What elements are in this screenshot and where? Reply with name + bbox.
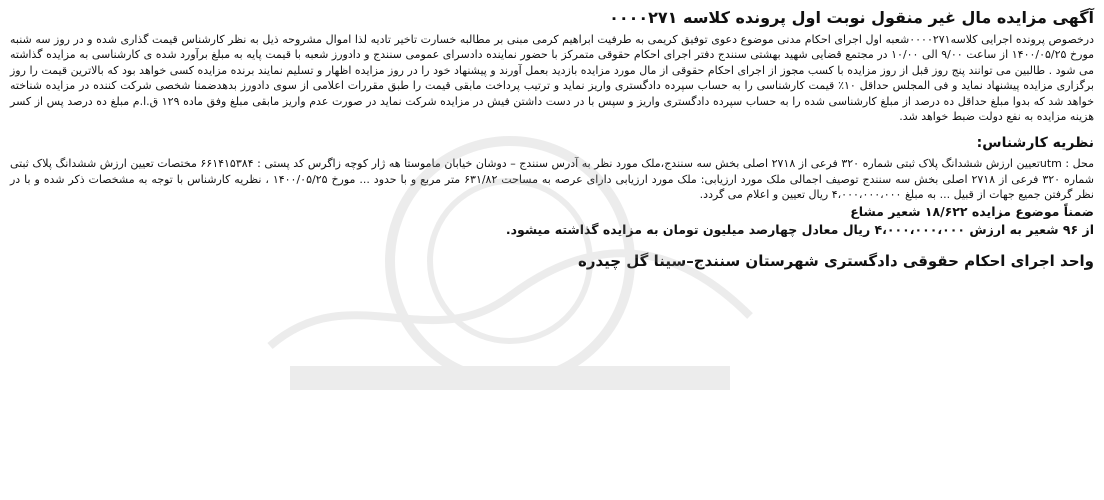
notice-title: آگهی مزایده مال غیر منقول نوبت اول پرونده کلاسه ۰۰۰۰۲۷۱ bbox=[609, 8, 1094, 27]
notice-footer: واحد اجرای احکام حقوقی دادگستری شهرستان سنندج–سینا گل چیدره bbox=[577, 251, 1094, 270]
auction-bold-line-1: از ۹۶ شعیر به ارزش ۴،۰۰۰،۰۰۰،۰۰۰ ریال معادل چهارصد میلیون تومان به مزایده گذاشته میشود. bbox=[505, 221, 1094, 237]
auction-bold-line-2: ضمناً موضوع مزایده ۱۸/۶۲۲ شعیر مشاع bbox=[850, 203, 1094, 219]
section-heading: نظریه کارشناس: bbox=[976, 135, 1094, 152]
notice-paragraph-1: درخصوص پرونده اجرایی کلاسه۰۰۰۰۲۷۱شعبه اول اجرای احکام مدنی موضوع دعوی توفیق کریمی به طرفیت ابراهیم کرمی مبنی بر مطالبه خسارت تاخیر تادیه لذا اموال مشروحه ذیل به نظر کارشناس قیمت گذاری شده و در روز سه شنبه مورخ ۱۴۰۰/۰۵/۲۵ از ساعت ۹/۰۰ الی ۱۰/۰۰ در مجتمع قضایی شهید بهشتی سنندج دفتر اجرای احکام حقوقی متمرکز با حضور نماینده دادسرای عمومی سنندج و دادورز شعبه با قیمت پایه به مبلغ برآورد شده ی کارشناسی به مزایده گذاشته می شود . طالبین می توانند پنج روز قبل از روز مزایده با کسب مجوز از اجرای احکام حقوقی از مال مورد مزایده بازدید بعمل آورند و پیشنهاد خود را در روز مزایده اظهار و تسلیم نمایند برنده مزایده کسی خواهد بود که بالاترین قیمت را روز برگزاری مزایده پیشنهاد نماید و فی المجلس حداقل ۱۰٪ قیمت کارشناسی را به حساب سپرده دادگستری واریز نماید و ترتیب پرداخت مابقی قیمت را طبق مقررات اعلامی از سوی دادورز بدهدضمنا شخصی شرکت کننده در مزایده شناخته خواهد شد که بدوا مبلغ حداقل ده درصد از مبلغ کارشناسی شده را به حساب سپرده دادگستری واریز و سپس با در دست داشتن فیش در مزایده شرکت نماید در صورت عدم واریز مابقی مبلغ وفق ماده ۱۲۹ ق.ا.م مبلغ ده درصد پس از کسر هزینه مزایده به نفع دولت ضبط خواهد شد. bbox=[10, 33, 1095, 124]
notice-page bbox=[10, 6, 1094, 494]
notice-paragraph-2: محل : utmتعیین ارزش ششدانگ پلاک ثبتی شماره ۳۲۰ فرعی از ۲۷۱۸ اصلی بخش سه سنندج،ملک مورد نظر به آدرس سنندج – دوشان خیابان ماموستا هه ژار کوچه زاگرس کد پستی : ۶۶۱۴۱۵۳۸۴ مختصات تعیین ارزش ششدانگ پلاک ثبتی شماره ۳۲۰ فرعی از ۲۷۱۸ اصلی بخش سه سنندج توصیف اجمالی ملک مورد ارزیابی: ملک مورد ارزیابی دارای عرصه به مساحت ۶۳۱/۸۲ متر مربع و با حدود ... مورخ ۱۴۰۰/۰۵/۲۵ ، نظریه کارشناس با توجه به مشخصات ذکر شده و با در نظر گرفتن جمیع جهات از قبیل ... به مبلغ ۴،۰۰۰،۰۰۰،۰۰۰ ریال تعیین و اعلام می گردد. bbox=[10, 157, 1094, 202]
